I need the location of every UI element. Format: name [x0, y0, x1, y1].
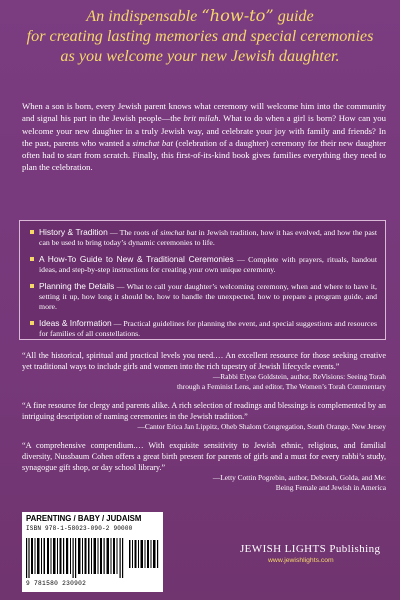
price-code: 90000 [113, 525, 133, 532]
feature-item [30, 254, 377, 275]
intro-term: brit milah [183, 113, 219, 124]
isbn-text: ISBN 978-1-58023-090-2 [26, 525, 110, 532]
isbn-label [22, 525, 163, 532]
feature-title: Planning the Details [39, 281, 115, 291]
review-quote: “All the historical, spiritual and practical levels you need.… An excellent resource for those seeking creative yet traditional ways to include girls and women into the rich tapestry of Jewish lifecycle events.” [22, 351, 386, 371]
intro-text: When a son is born, every Jewish parent knows what ceremony will welcome him into the community and signal his part in the Jewish people—the [22, 101, 386, 124]
review-quote: “A fine resource for clergy and parents alike. A rich selection of readings and blessings is complemented by an intriguing description of naming ceremonies in the Jewish tradition.” [22, 401, 386, 421]
tagline-text: An indispensable [86, 7, 202, 25]
feature-text: — The roots of [107, 228, 161, 237]
review [22, 440, 386, 493]
feature-title: Ideas & Information [39, 318, 112, 328]
intro-text: (celebration of a daughter) ceremony for their new daughter often had to start from scratch. Finally, this first-of-its-kind book gives families everything they need to plan the celebration. [22, 137, 386, 173]
reviews [22, 350, 386, 501]
review-quote: “A comprehensive compendium.… With exquisite sensitivity to Jewish ethnic, religious, and familial diversity, Nussbaum Cohen offers a great birth present for parents of girls and a must for every rabbi’s study, synagogue gift shop, or day school library.” [22, 441, 386, 472]
square-bullet-icon [30, 257, 34, 261]
feature-text: — What to call your daughter’s welcoming ceremony, when and where to have it, setting it up, how long it should be, how to handle the unexpected, how to prepare a program guide, and more. [39, 282, 377, 311]
feature-text: — Practical guidelines for planning the event, and special suggestions and resources for families of all constellations. [39, 319, 377, 338]
square-bullet-icon [30, 284, 34, 288]
review-attribution: —Cantor Erica Jan Lippitz, Oheb Shalom Congregation, South Orange, New Jersey [137, 422, 386, 431]
intro-paragraph [22, 100, 386, 174]
review-attribution: through a Feminist Lens, and editor, The Women’s Torah Commentary [177, 382, 386, 391]
publisher-logo: JEWISH LIGHTS Publishing [240, 543, 381, 555]
tagline-line-3: as you welcome your new Jewish daughter. [60, 47, 340, 65]
tagline-text: guide [273, 7, 314, 25]
review-attribution: Being Female and Jewish in America [275, 483, 386, 492]
intro-text: . What to do when a girl is born? How can you welcome your new daughter in a truly Jewish way, and celebrate your joy with family and friends? In the past, parents who wanted a [22, 113, 386, 148]
tagline-line-2: for creating lasting memories and special ceremonies [26, 27, 374, 45]
tagline-line-1 [18, 6, 382, 26]
feature-item [30, 281, 377, 312]
isbn-number: 9 781580 230902 [26, 580, 87, 587]
feature-title: History & Tradition [39, 227, 108, 237]
category-label: PARENTING / BABY / JUDAISM [26, 514, 142, 523]
features-box [19, 220, 386, 340]
barcode-box [22, 512, 163, 592]
feature-term: simchat bat [160, 228, 197, 237]
review [22, 350, 386, 392]
review [22, 400, 386, 432]
feature-item [30, 227, 377, 248]
feature-title: A How-To Guide to New & Traditional Ceremonies [39, 254, 234, 264]
feature-text: — Complete with prayers, rituals, handout ideas, and step-by-step instructions for creating your own unique ceremony. [39, 255, 377, 274]
feature-text: in Jewish tradition, how it has evolved, and how the past can be used to bring today’s dynamic ceremonies to life. [39, 228, 377, 247]
intro-term: simchat bat [132, 137, 173, 148]
price-barcode-icon [129, 538, 159, 568]
barcode-icon [26, 538, 126, 578]
review-attribution: —Rabbi Elyse Goldstein, author, ReVisions: Seeing Torah [212, 372, 386, 381]
tagline [18, 6, 382, 66]
review-attribution: —Letty Cottin Pogrebin, author, Deborah, Golda, and Me: [212, 473, 386, 482]
publisher-url: www.jewishlights.com [268, 557, 334, 564]
tagline-text: “how-to” [201, 6, 274, 25]
square-bullet-icon [30, 321, 34, 325]
square-bullet-icon [30, 230, 34, 234]
feature-item [30, 318, 377, 339]
